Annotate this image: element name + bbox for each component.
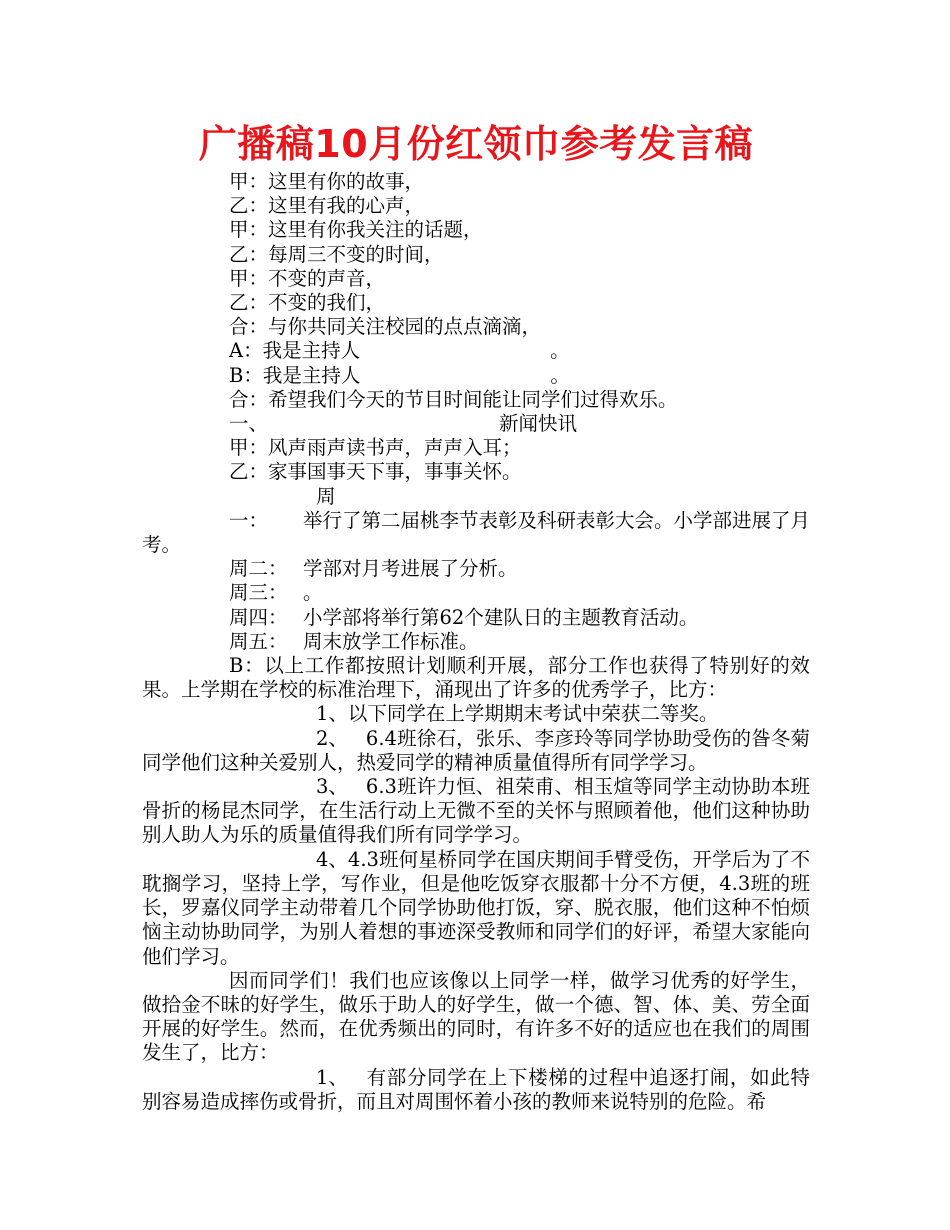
weekday-label: 周一： xyxy=(229,484,336,532)
document-title: 广播稿10月份红领巾参考发言稿 xyxy=(198,122,754,166)
dialogue-line: 合：与你共同关注校园的点点滴滴， xyxy=(229,315,542,339)
item-number: 1、 xyxy=(316,702,348,726)
bad-habit-item xyxy=(142,1066,810,1114)
week-item-wednesday xyxy=(142,581,810,605)
weekday-text: 。 xyxy=(303,581,323,605)
week-item-tuesday xyxy=(142,557,810,581)
weekday-label: 周三： xyxy=(229,581,288,605)
news-intro-line: 乙：家事国事天下事，事事关怀。 xyxy=(229,460,522,484)
host-text: B：我是主持人 xyxy=(229,363,361,387)
weekday-label: 周二： xyxy=(229,557,288,581)
honor-item xyxy=(142,848,810,969)
item-number: 4、 xyxy=(316,847,348,871)
section-heading xyxy=(142,412,810,436)
host-end: 。 xyxy=(550,339,570,363)
dialogue-line: 甲：这里有你我关注的话题， xyxy=(229,218,483,242)
weekday-text: 周末放学工作标准。 xyxy=(303,629,479,653)
weekday-text: 小学部将举行第62个建队日的主题教育活动。 xyxy=(303,605,699,629)
week-item-thursday xyxy=(142,606,810,630)
honor-item xyxy=(142,702,810,726)
dialogue-line: 甲：不变的声音， xyxy=(229,266,386,290)
weekday-text: 学部对月考进展了分析。 xyxy=(303,557,518,581)
section-number: 一、 xyxy=(229,412,269,436)
dialogue-line: 甲：这里有你的故事， xyxy=(229,170,425,193)
weekday-text: 举行了第二届桃李节表彰及科研表彰大会。小学部进展了月考。 xyxy=(142,508,811,557)
host-end: 。 xyxy=(550,363,570,387)
weekday-label: 周四： xyxy=(229,605,288,629)
item-text: 4.3班何星桥同学在国庆期间手臂受伤，开学后为了不耽搁学习，坚持上学，写作业，但是他吃饭穿衣服都十分不方便，4.3班的班长，罗嘉仪同学主动带着几个同学协助他打饭，穿、脱衣服，他们这种不怕烦恼主动协助同学，为别人着想的事迹深受教师和同学们的好评，希望大家能向他们学习。 xyxy=(142,847,810,968)
item-text: 6.4班徐石，张乐、李彦玲等同学协助受伤的昝冬菊同学他们这种关爱别人，热爱同学的精神质量值得所有同学学习。 xyxy=(142,726,810,774)
document-body xyxy=(142,170,810,1114)
dialogue-line: 乙：这里有我的心声， xyxy=(229,194,425,218)
item-number: 3、 xyxy=(316,775,348,799)
item-text: 6.3班许力恒、祖荣甫、相玉煊等同学主动协助本班骨折的杨昆杰同学，在生活行动上无微不至的关怀与照顾着他，他们这种协助别人助人为乐的质量值得我们所有同学学习。 xyxy=(142,775,810,847)
honor-item xyxy=(142,775,810,848)
section-name: 新闻快讯 xyxy=(499,412,578,436)
wish-line: 合：希望我们今天的节目时间能让同学们过得欢乐。 xyxy=(229,387,678,411)
weekday-label: 周五： xyxy=(229,629,288,653)
document-page xyxy=(142,118,810,1114)
call-paragraph: 因而同学们！我们也应该像以上同学一样，做学习优秀的好学生，做拾金不昧的好学生，做乐于助人的好学生，做一个德、智、体、美、劳全面开展的好学生。然而，在优秀频出的同时，有许多不好的适应也在我们的周围发生了，比方： xyxy=(142,968,810,1065)
host-line-a xyxy=(142,339,810,363)
item-text: 以下同学在上学期期末考试中荣获二等奖。 xyxy=(347,702,719,726)
honor-item xyxy=(142,727,810,775)
host-text: A：我是主持人 xyxy=(229,339,361,363)
dialogue-line: 乙：每周三不变的时间， xyxy=(229,242,444,266)
week-item-friday xyxy=(142,630,810,654)
item-number: 2、 xyxy=(316,726,348,750)
summary-paragraph: B：以上工作都按照计划顺利开展，部分工作也获得了特别好的效果。上学期在学校的标准治理下，涌现出了许多的优秀学子，比方： xyxy=(142,654,810,702)
host-line-b xyxy=(142,364,810,388)
week-item-monday xyxy=(142,485,810,558)
dialogue-line: 乙：不变的我们， xyxy=(229,291,386,315)
news-intro-line: 甲：风声雨声读书声，声声入耳； xyxy=(229,436,522,460)
item-text: 有部分同学在上下楼梯的过程中追逐打闹，如此特别容易造成摔伤或骨折，而且对周围怀着小孩的教师来说特别的危险。希 xyxy=(142,1065,810,1113)
item-number: 1、 xyxy=(316,1065,348,1089)
